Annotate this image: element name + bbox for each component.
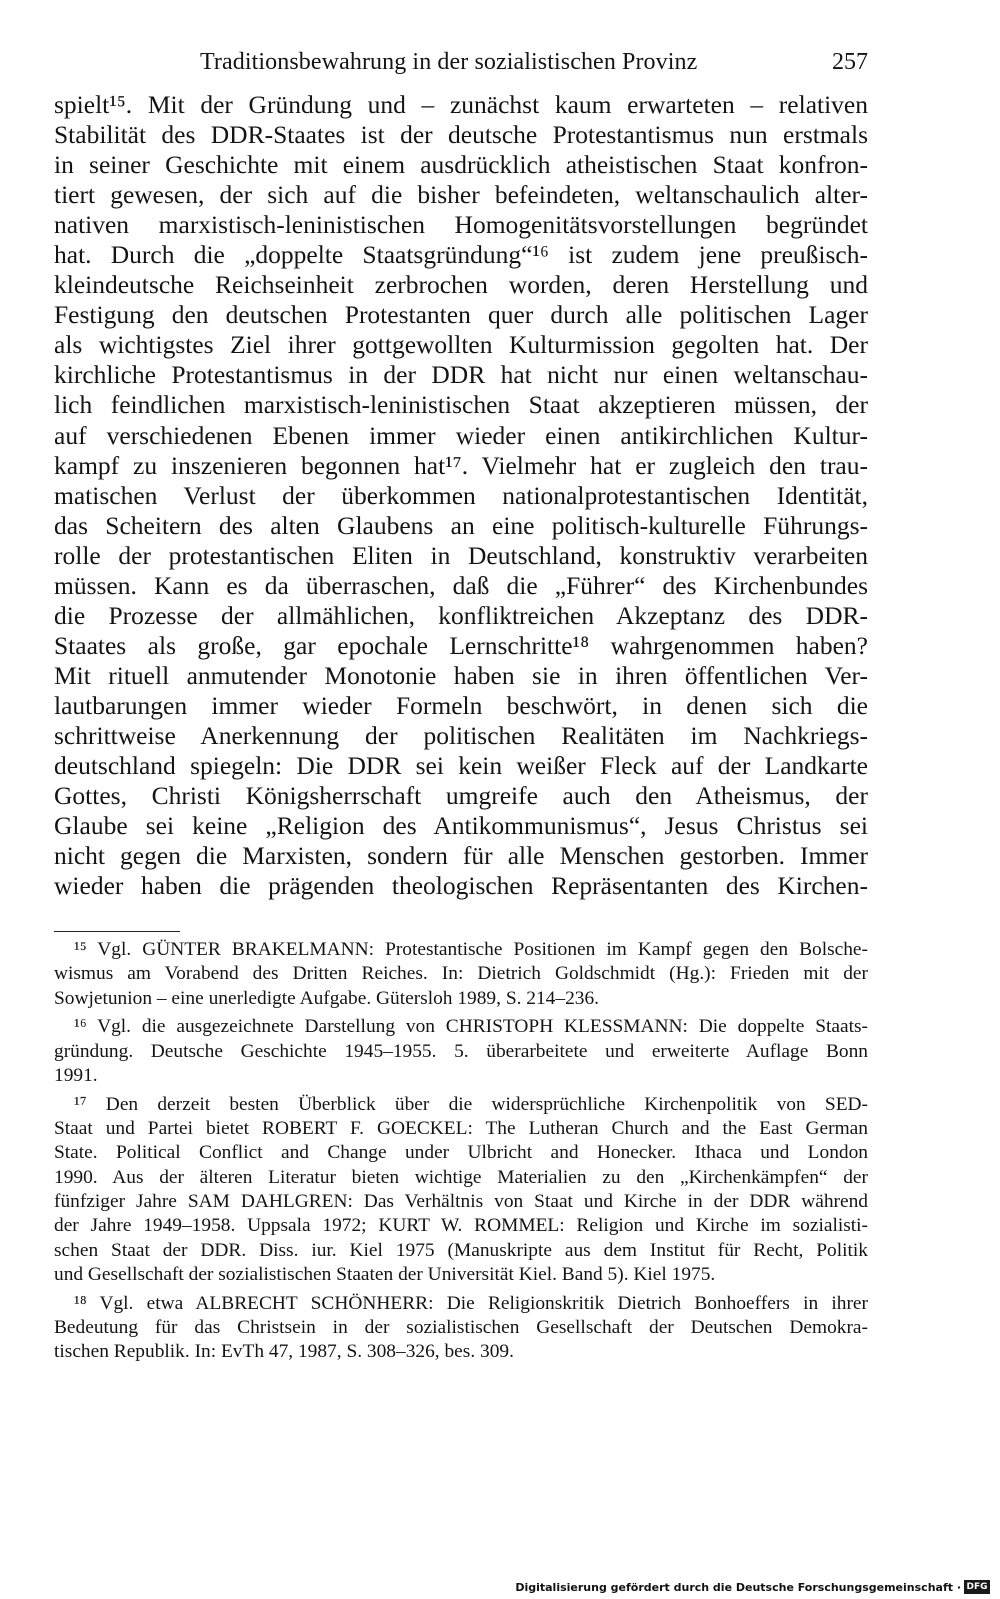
text-line: matischen Verlust der überkommen nationalprotestantischen Identität, <box>54 480 868 510</box>
text-line: müssen. Kann es da überraschen, daß die „Führer“ des Kirchenbundes <box>54 570 868 600</box>
footnote-separator <box>54 931 180 932</box>
running-head-title: Traditionsbewahrung in der sozialistischen Provinz <box>200 49 698 75</box>
footnote-line: schen Staat der DDR. Diss. iur. Kiel 1975 (Manuskripte aus dem Institut für Recht, Politik <box>54 1239 868 1261</box>
text-line: lich feindlichen marxistisch-leninistischen Staat akzeptieren müssen, der <box>54 390 868 420</box>
footnote-line: ¹⁸ Vgl. etwa ALBRECHT SCHÖNHERR: Die Religionskritik Dietrich Bonhoeffers in ihrer <box>74 1292 868 1314</box>
footnote-line: State. Political Conflict and Change under Ulbricht and Honecker. Ithaca und London <box>54 1142 868 1164</box>
text-line: deutschland spiegeln: Die DDR sei kein weißer Fleck auf der Landkarte <box>54 751 868 781</box>
text-line: als wichtigstes Ziel ihrer gottgewollten Kulturmission gegolten hat. Der <box>54 330 868 360</box>
footnote-line: Bedeutung für das Christsein in der sozialistischen Gesellschaft der Deutschen Demokra- <box>54 1316 868 1338</box>
text-line: Festigung den deutschen Protestanten quer durch alle politischen Lager <box>54 300 868 330</box>
digitization-credit-text: Digitalisierung gefördert durch die Deutsche Forschungsgemeinschaft · <box>515 1580 961 1594</box>
footnote-line: fünfziger Jahre SAM DAHLGREN: Das Verhältnis von Staat und Kirche in der DDR während <box>54 1190 868 1212</box>
text-line: auf verschiedenen Ebenen immer wieder einen antikirchlichen Kultur- <box>54 420 868 450</box>
footnotes <box>54 938 868 1365</box>
text-line: nativen marxistisch-leninistischen Homogenitätsvorstellungen begründet <box>54 210 868 240</box>
footnote-line: tischen Republik. In: EvTh 47, 1987, S. 308–326, bes. 309. <box>54 1341 514 1363</box>
footnote <box>54 1292 868 1365</box>
text-line: rolle der protestantischen Eliten in Deutschland, konstruktiv verarbeiten <box>54 540 868 570</box>
footnote-line: Sowjetunion – eine unerledigte Aufgabe. Gütersloh 1989, S. 214–236. <box>54 987 600 1009</box>
footnote-line: ¹⁶ Vgl. die ausgezeichnete Darstellung von CHRISTOPH KLESSMANN: Die doppelte Staats- <box>74 1016 868 1038</box>
footnote-line: gründung. Deutsche Geschichte 1945–1955. 5. überarbeitete und erweiterte Auflage Bonn <box>54 1040 868 1062</box>
text-line: Mit rituell anmutender Monotonie haben sie in ihren öffentlichen Ver- <box>54 660 868 690</box>
text-line: Glaube sei keine „Religion des Antikommunismus“, Jesus Christus sei <box>54 811 868 841</box>
text-line: kampf zu inszenieren begonnen hat¹⁷. Vielmehr hat er zugleich den trau- <box>54 450 868 480</box>
footnote-line: der Jahre 1949–1958. Uppsala 1972; KURT W. ROMMEL: Religion und Kirche im sozialisti- <box>54 1215 868 1237</box>
text-line: schrittweise Anerkennung der politischen Realitäten im Nachkriegs- <box>54 720 868 750</box>
running-head <box>176 46 868 78</box>
digitization-credit <box>515 1578 990 1596</box>
footnote-line: ¹⁷ Den derzeit besten Überblick über die widersprüchliche Kirchenpolitik von SED- <box>74 1093 868 1115</box>
footnote-line: 1990. Aus der älteren Literatur bieten wichtige Materialien zu den „Kirchenkämpfen“ der <box>54 1166 868 1188</box>
footnote-line: 1991. <box>54 1064 98 1086</box>
dfg-logo: DFG <box>964 1580 990 1594</box>
text-line: in seiner Geschichte mit einem ausdrücklich atheistischen Staat konfron- <box>54 150 868 180</box>
text-line: kleindeutsche Reichseinheit zerbrochen worden, deren Herstellung und <box>54 270 868 300</box>
page-number: 257 <box>832 49 868 75</box>
footnote <box>54 1093 868 1287</box>
footnote <box>54 1015 868 1088</box>
footnote-line: und Gesellschaft der sozialistischen Staaten der Universität Kiel. Band 5). Kiel 1975. <box>54 1263 716 1285</box>
footnote-line: Staat und Partei bietet ROBERT F. GOECKEL: The Lutheran Church and the East German <box>54 1118 868 1140</box>
main-text <box>54 90 868 901</box>
text-line: spielt¹⁵. Mit der Gründung und – zunächst kaum erwarteten – relativen <box>54 90 868 119</box>
footnote-line: ¹⁵ Vgl. GÜNTER BRAKELMANN: Protestantische Positionen im Kampf gegen den Bolsche- <box>74 939 868 960</box>
footnote-line: wismus am Vorabend des Dritten Reiches. In: Dietrich Goldschmidt (Hg.): Frieden mit der <box>54 963 868 985</box>
text-line: nicht gegen die Marxisten, sondern für alle Menschen gestorben. Immer <box>54 841 868 871</box>
text-line: die Prozesse der allmählichen, konfliktreichen Akzeptanz des DDR- <box>54 600 868 630</box>
text-line: kirchliche Protestantismus in der DDR hat nicht nur einen weltanschau- <box>54 360 868 390</box>
text-line: hat. Durch die „doppelte Staatsgründung“¹⁶ ist zudem jene preußisch- <box>54 240 868 270</box>
text-line: lautbarungen immer wieder Formeln beschwört, in denen sich die <box>54 690 868 720</box>
text-line: Stabilität des DDR-Staates ist der deutsche Protestantismus nun erstmals <box>54 120 868 150</box>
text-line: wieder haben die prägenden theologischen Repräsentanten des Kirchen- <box>54 871 868 901</box>
text-line: Gottes, Christi Königsherrschaft umgreife auch den Atheismus, der <box>54 781 868 811</box>
text-line: tiert gewesen, der sich auf die bisher befeindeten, weltanschaulich alter- <box>54 180 868 210</box>
text-line: Staates als große, gar epochale Lernschritte¹⁸ wahrgenommen haben? <box>54 630 868 660</box>
text-line: das Scheitern des alten Glaubens an eine politisch-kulturelle Führungs- <box>54 510 868 540</box>
footnote <box>54 938 868 1011</box>
